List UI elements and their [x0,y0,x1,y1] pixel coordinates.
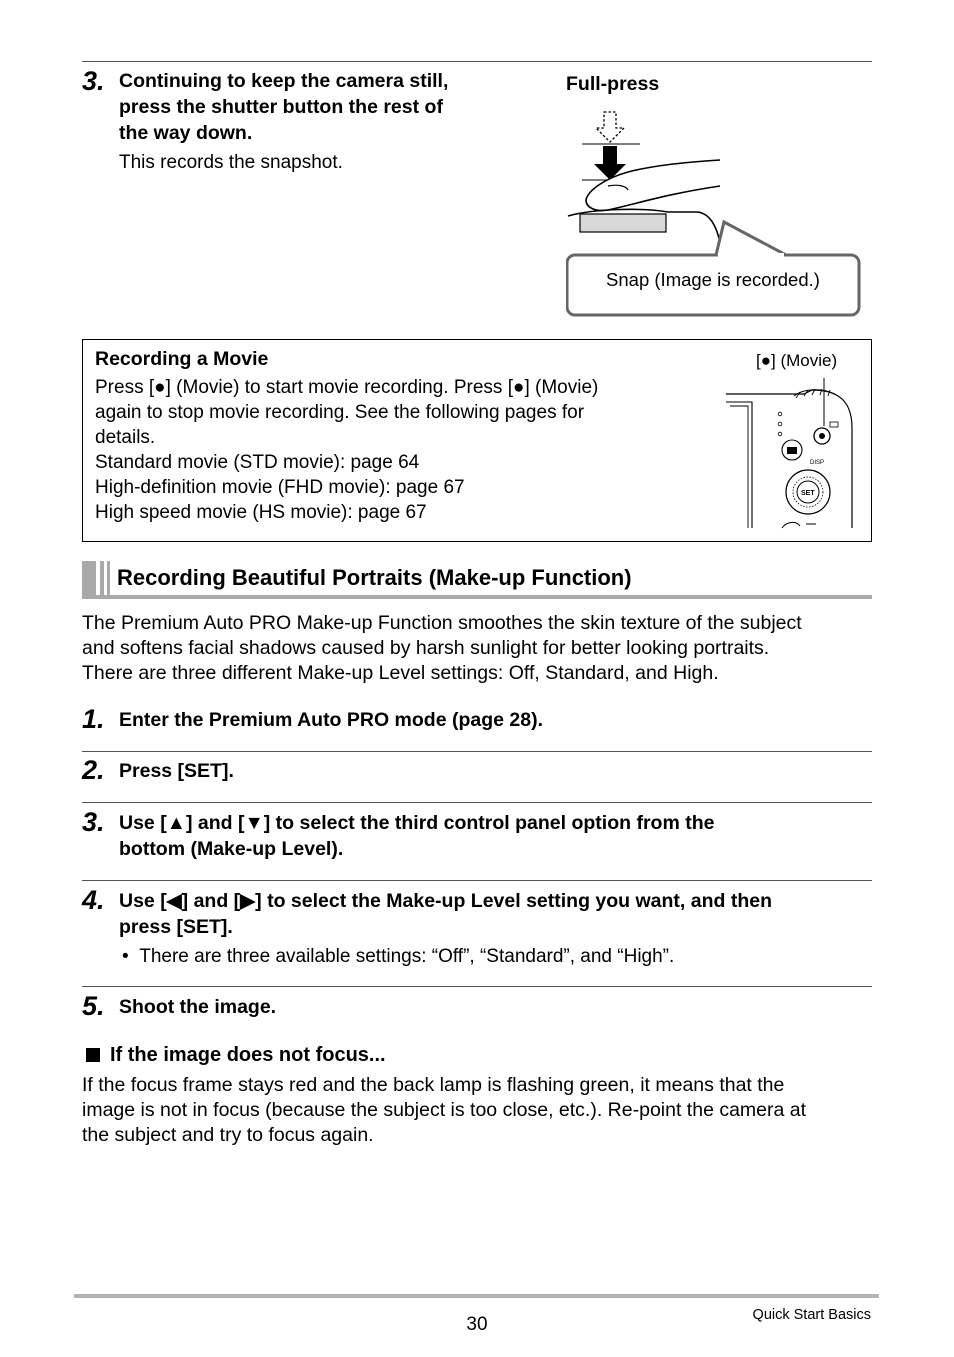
step-number: 1. [82,704,105,734]
movie-box-text [95,375,695,525]
step-divider [82,802,872,803]
step-number: 5. [82,991,105,1021]
step-number: 4. [82,885,105,915]
section-heading-underline [82,595,872,599]
focus-note-line: If the focus frame stays red and the back lamp is flashing green, it means that the [82,1074,785,1096]
movie-box-line: again to stop movie recording. See the following pages for [95,402,585,423]
step-text-line: bottom (Make-up Level). [119,838,344,860]
camera-back-illustration [724,378,858,530]
step-number: 3. [82,66,105,96]
step-text-line: press [SET]. [119,916,233,938]
movie-box-line: details. [95,427,156,448]
set-text: SET [801,490,815,497]
step-text [119,888,889,940]
step-text-line: Use [◀] and [▶] to select the Make-up Level setting you want, and then [119,890,772,912]
movie-box-line: High speed movie (HS movie): page 67 [95,502,427,523]
step-note: This records the snapshot. [119,152,343,173]
step-text-line: Use [▲] and [▼] to select the third control panel option from the [119,812,715,834]
focus-note-line: image is not in focus (because the subject is too close, etc.). Re-point the camera at [82,1099,807,1121]
step-text: Enter the Premium Auto PRO mode (page 28). [119,709,544,731]
movie-box-title: Recording a Movie [95,348,269,370]
step-text: Shoot the image. [119,996,277,1018]
square-bullet-icon [86,1048,100,1062]
step-bullet [122,944,674,969]
intro-line: and softens facial shadows caused by harsh sunlight for better looking portraits. [82,637,770,659]
step-number: 3. [82,807,105,837]
step-title [119,68,539,146]
movie-box-line: Standard movie (STD movie): page 64 [95,452,420,473]
step-number: 2. [82,755,105,785]
section-heading-bar-1 [82,561,96,598]
step-title-line: press the shutter button the rest of [119,96,443,118]
footer-rule [74,1294,879,1298]
step-divider [82,986,872,987]
section-heading-bar-2 [100,561,104,598]
section-heading: Recording Beautiful Portraits (Make-up Function) [117,565,632,590]
focus-note-text [82,1073,882,1148]
page-number: 30 [466,1314,488,1335]
bullet-dot: • [122,946,140,967]
step-title-line: Continuing to keep the camera still, [119,70,449,92]
movie-box-line: Press [●] (Movie) to start movie recording. Press [●] (Movie) [95,377,599,398]
section-heading-bar-3 [107,561,110,598]
snap-callout-text: Snap (Image is recorded.) [606,269,820,290]
focus-note-line: the subject and try to focus again. [82,1124,374,1146]
step-divider [82,880,872,881]
focus-note-heading: If the image does not focus... [110,1044,386,1066]
disp-text: DISP [810,460,825,466]
top-rule [82,61,872,62]
step-text [119,810,879,862]
step-text: Press [SET]. [119,760,234,782]
movie-button-label: [●] (Movie) [756,351,838,370]
step-divider [82,751,872,752]
intro-line: The Premium Auto PRO Make-up Function smoothes the skin texture of the subject [82,612,802,634]
step-title-line: the way down. [119,122,253,144]
bullet-text: There are three available settings: “Off”, “Standard”, and “High”. [139,946,675,967]
intro-line: There are three different Make-up Level settings: Off, Standard, and High. [82,662,719,684]
section-intro [82,611,872,686]
full-press-label: Full-press [566,73,660,95]
movie-box-line: High-definition movie (FHD movie): page 67 [95,477,465,498]
footer-section-name: Quick Start Basics [752,1307,871,1323]
